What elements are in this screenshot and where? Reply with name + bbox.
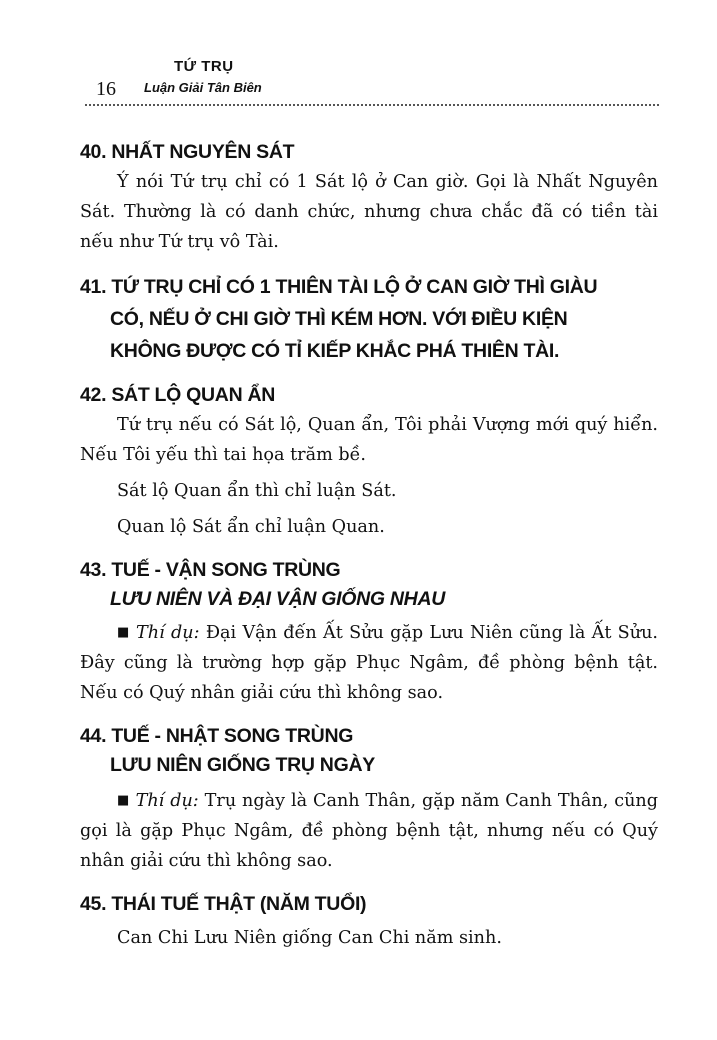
section-heading: 41. TỨ TRỤ CHỈ CÓ 1 THIÊN TÀI LỘ Ở CAN GIỜ THÌ GIÀU CÓ, NẾU Ở CHI GIỜ THÌ KÉM HƠN. VỚI ĐIỀU KIỆN KHÔNG ĐƯỢC CÓ TỈ KIẾP KHẮC PHÁ THIÊN TÀI. [80, 276, 598, 362]
example-label: Thí dụ: [136, 623, 200, 643]
bullet-icon: ■ [117, 625, 130, 640]
example-label: Thí dụ: [135, 791, 199, 811]
section-42 [80, 381, 658, 542]
page-number: 16 [96, 78, 116, 100]
page-header [88, 56, 668, 104]
page-content [80, 138, 658, 953]
section-44 [80, 722, 658, 876]
section-heading: 45. THÁI TUẾ THẬT (NĂM TUỔI) [80, 893, 367, 915]
section-paragraph: Quan lộ Sát ẩn chỉ luận Quan. [117, 517, 385, 537]
section-41 [80, 271, 658, 367]
example-paragraph [80, 618, 658, 708]
header-divider [85, 104, 659, 106]
book-subtitle: Luận Giải Tân Biên [144, 80, 262, 95]
section-heading: 43. TUẾ - VẬN SONG TRÙNG LƯU NIÊN VÀ ĐẠI VẬN GIỐNG NHAU [80, 559, 446, 610]
bullet-icon: ■ [117, 793, 130, 808]
example-paragraph [80, 786, 658, 876]
section-heading: 40. NHẤT NGUYÊN SÁT [80, 141, 295, 163]
section-43 [80, 556, 658, 708]
section-heading: 44. TUẾ - NHẬT SONG TRÙNG LƯU NIÊN GIỐNG TRỤ NGÀY [80, 725, 375, 776]
example-text: Trụ ngày là Canh Thân, gặp năm Canh Thân, cũng gọi là gặp Phục Ngâm, đề phòng bệnh tật, nhưng nếu có Quý nhân giải cứu thì không sao. [80, 791, 658, 871]
section-paragraph: Tứ trụ nếu có Sát lộ, Quan ẩn, Tôi phải Vượng mới quý hiển. Nếu Tôi yếu thì tai họa trăm bề. [80, 415, 658, 465]
section-paragraph: Ý nói Tứ trụ chỉ có 1 Sát lộ ở Can giờ. Gọi là Nhất Nguyên Sát. Thường là có danh chức, nhưng chưa chắc đã có tiền tài nếu như Tứ trụ vô Tài. [80, 172, 658, 252]
book-title: TỨ TRỤ [174, 58, 234, 75]
section-45 [80, 890, 658, 953]
section-heading: 42. SÁT LỘ QUAN ẨN [80, 384, 276, 406]
section-paragraph: Sát lộ Quan ẩn thì chỉ luận Sát. [117, 481, 397, 501]
section-paragraph: Can Chi Lưu Niên giống Can Chi năm sinh. [117, 928, 502, 948]
section-40 [80, 138, 658, 257]
example-text: Đại Vận đến Ất Sửu gặp Lưu Niên cũng là Ất Sửu. Đây cũng là trường hợp gặp Phục Ngâm, đề phòng bệnh tật. Nếu có Quý nhân giải cứu thì không sao. [80, 623, 658, 703]
